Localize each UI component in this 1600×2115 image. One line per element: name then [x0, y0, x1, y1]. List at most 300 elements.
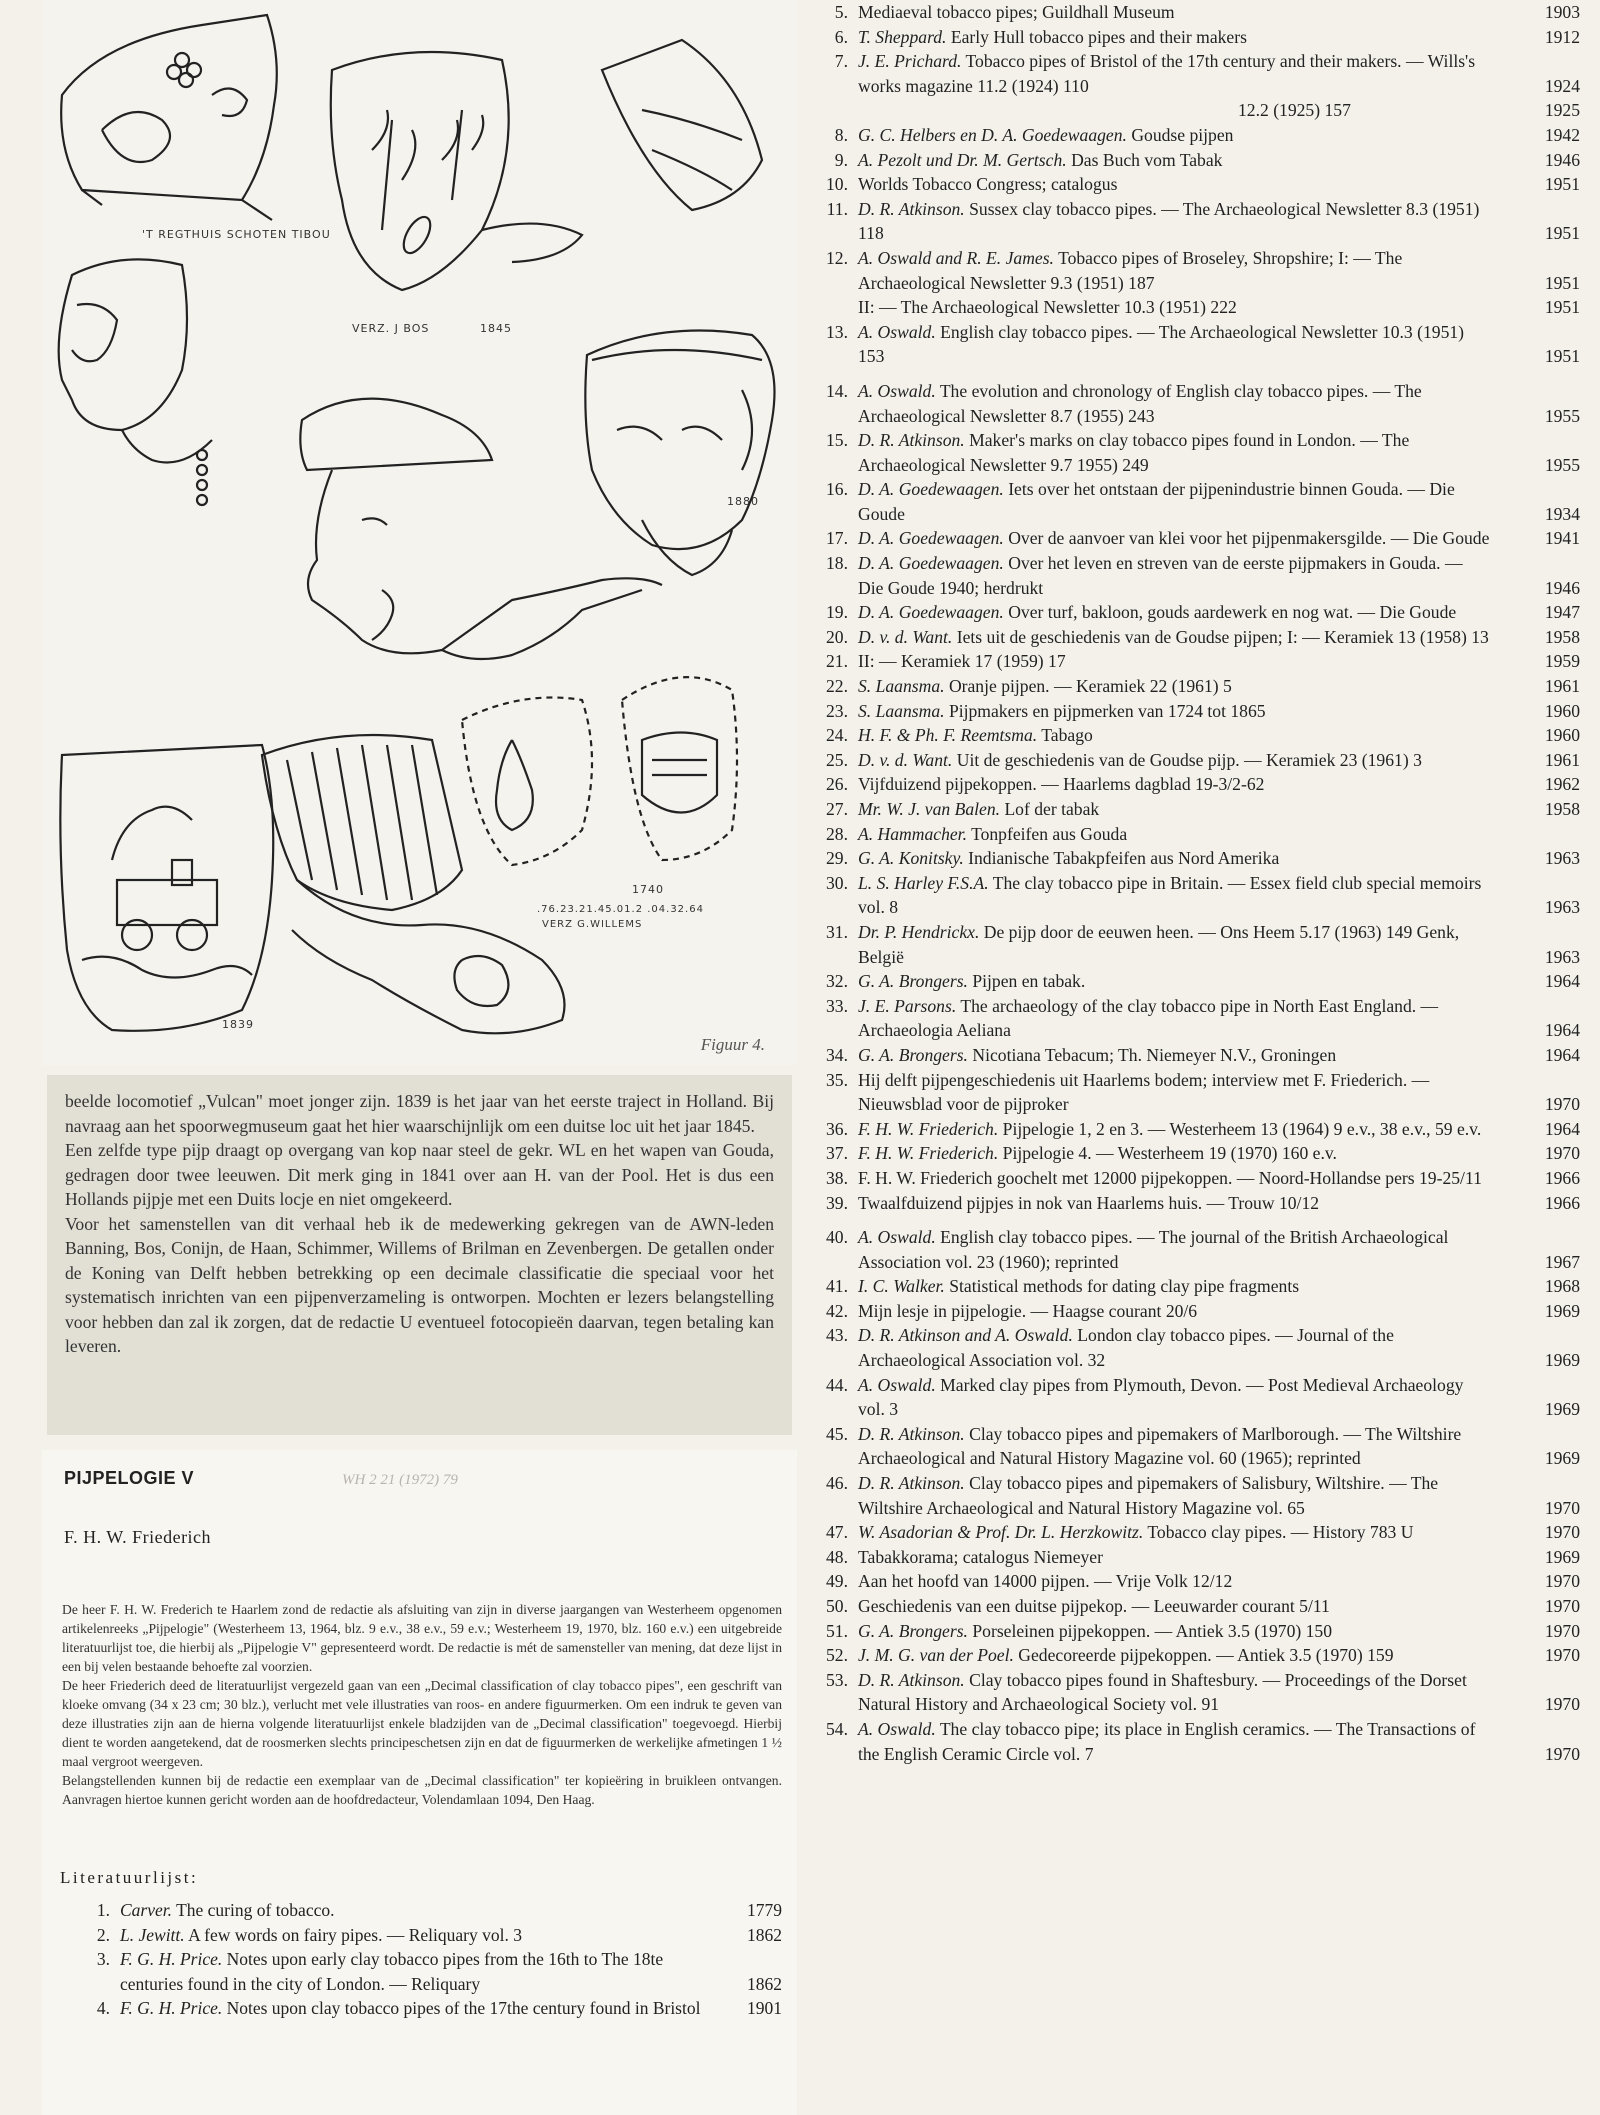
- entry-text: [858, 1520, 1490, 1545]
- intro-paragraph: Belangstellenden kunnen bij de redactie een exemplaar van de „Decimal classification" ter kopieëring in bruikleen ontvangen. Aanvragen hiertoe kunnen gericht worden aan de hoofdredacteur, Volendamlaan 1094, Den Haag.: [62, 1773, 782, 1807]
- article-intro: [62, 1600, 782, 1809]
- entry-number: 6.: [834, 26, 848, 47]
- entry-title: The evolution and chronology of English clay tobacco pipes. — The Archaeological Newsletter 8.7 (1955) 243: [858, 380, 1422, 426]
- entry-number: 32.: [826, 971, 848, 992]
- entry-year: 1967: [1544, 1251, 1580, 1272]
- literature-entry: [810, 148, 1580, 173]
- literature-entry: [810, 772, 1580, 797]
- entry-text: [858, 699, 1490, 724]
- entry-text: [858, 1166, 1490, 1191]
- entry-number: 12.: [826, 247, 848, 268]
- entry-number: 39.: [826, 1192, 848, 1213]
- intro-paragraph: De heer Friederich deed de literatuurlijst vergezeld gaan van een „Decimal classification of clay tobacco pipes", een geschrift van kloeke omvang (34 x 23 cm; 30 blz.), verlucht met vele illustraties van roos- en andere figuurmerken. Om een indruk te geven van deze illustraties zijn aan de hierna volgende literatuurlijst enkele bladzijden van de „Decimal classification" toegevoegd. Hierbij dient te worden aangetekend, dat de roosmerken slechts principeschetsen zijn en dat de figuurmerken de werkelijke afmetingen 1 ½ maal vergroot weergeven.: [62, 1678, 782, 1769]
- entry-text: [858, 320, 1490, 369]
- article-author: F. H. W. Friederich: [64, 1527, 212, 1547]
- entry-year: 1969: [1544, 1448, 1580, 1469]
- entry-number: 14.: [826, 380, 848, 401]
- entry-year: 1969: [1544, 1399, 1580, 1420]
- label-classification-code: .76.23.21.45.01.2 .04.32.64: [537, 904, 704, 915]
- entry-year: 1951: [1544, 223, 1580, 244]
- entry-author: D. A. Goedewaagen.: [858, 553, 1004, 574]
- literature-entry: [810, 871, 1580, 920]
- figure-4: [42, 0, 797, 1065]
- pipe-coat-of-arms: [462, 677, 737, 865]
- handwritten-reference: WH 2 21 (1972) 79: [342, 1472, 458, 1488]
- entry-title: Pijpelogie 1, 2 en 3. — Westerheem 13 (1964) 9 e.v., 38 e.v., 59 e.v.: [1002, 1118, 1482, 1139]
- entry-text: [858, 98, 1490, 123]
- entry-author: D. A. Goedewaagen.: [858, 479, 1004, 500]
- entry-title: Over de aanvoer van klei voor het pijpenmakersgilde. — Die Goude: [1008, 528, 1490, 549]
- literature-entry: [810, 551, 1580, 600]
- entry-title: Tobacco pipes of Bristol of the 17th century and their makers. — Wills's works magazine 11.2 (1924) 110: [858, 51, 1476, 96]
- entry-author: T. Sheppard.: [858, 26, 947, 47]
- entry-number: 34.: [826, 1044, 848, 1065]
- literature-entry: [810, 674, 1580, 699]
- entry-author: W. Asadorian & Prof. Dr. L. Herzkowitz.: [858, 1522, 1144, 1543]
- literature-entry: [810, 1141, 1580, 1166]
- entry-year: 1955: [1544, 454, 1580, 475]
- entry-title: London clay tobacco pipes. — Journal of the Archaeological Association vol. 32: [858, 1325, 1394, 1371]
- entry-author: Mr. W. J. van Balen.: [858, 799, 1001, 819]
- entry-title: Tabago: [1041, 725, 1093, 746]
- entry-text: [858, 1141, 1490, 1166]
- entry-text: [120, 1947, 702, 1996]
- entry-text: [858, 1422, 1490, 1471]
- entry-text: [858, 1191, 1490, 1216]
- entry-title: Clay tobacco pipes and pipemakers of Marlborough. — The Wiltshire Archaeological and Natural History Magazine vol. 60 (1965); reprinted: [858, 1423, 1462, 1469]
- entry-year: 1947: [1544, 602, 1580, 623]
- entry-text: [858, 920, 1490, 969]
- entry-author: Carver.: [120, 1900, 173, 1920]
- entry-text: [858, 600, 1490, 625]
- entry-year: 1924: [1544, 75, 1580, 96]
- entry-title: F. H. W. Friederich goochelt met 12000 pijpekoppen. — Noord-Hollandse pers 19-25/11: [858, 1167, 1482, 1188]
- entry-title: Aan het hoofd van 14000 pijpen. — Vrije Volk 12/12: [858, 1571, 1233, 1592]
- entry-text: [858, 1043, 1490, 1068]
- literature-entry: [810, 1619, 1580, 1644]
- literature-entry: [810, 1166, 1580, 1191]
- entry-number: 27.: [826, 799, 848, 819]
- entry-year: 1963: [1544, 848, 1580, 869]
- right-column: [810, 0, 1580, 1766]
- entry-number: 8.: [834, 124, 848, 145]
- entry-text: [858, 1717, 1490, 1766]
- pipe-floral: [331, 52, 582, 290]
- entry-number: 28.: [826, 823, 848, 844]
- entry-year: 1969: [1544, 1350, 1580, 1371]
- entry-text: [858, 246, 1490, 295]
- entry-text: [858, 148, 1490, 173]
- entry-text: [858, 477, 1490, 526]
- entry-author: J. E. Prichard.: [858, 51, 962, 72]
- entry-year: 1901: [747, 1998, 782, 2018]
- entry-text: [120, 1996, 702, 2021]
- literature-entry: [810, 1643, 1580, 1668]
- literature-entry: [810, 295, 1580, 320]
- pipe-man-hat: [300, 399, 662, 659]
- literature-entry: [810, 1545, 1580, 1570]
- literature-heading: Literatuurlijst:: [60, 1868, 199, 1887]
- entry-title: Sussex clay tobacco pipes. — The Archaeological Newsletter 8.3 (1951) 118: [858, 198, 1480, 244]
- literature-entry: [810, 649, 1580, 674]
- entry-text: [120, 1898, 702, 1923]
- entry-title: Over het leven en streven van de eerste pijpmakers in Gouda. — Die Goude 1940; herdrukt: [858, 553, 1463, 598]
- entry-title: Tobacco clay pipes. — History 783 U: [1147, 1522, 1414, 1543]
- entry-author: S. Laansma.: [858, 700, 945, 721]
- entry-author: J. M. G. van der Poel.: [858, 1645, 1014, 1666]
- entry-year: 1964: [1544, 1044, 1580, 1065]
- entry-title: Notes upon early clay tobacco pipes from the 16th to The 18te centuries found in the city of London. — Reliquary: [120, 1949, 664, 1994]
- entry-number: 9.: [834, 149, 848, 170]
- literature-entry: [810, 969, 1580, 994]
- entry-year: 1779: [747, 1900, 782, 1920]
- note-paragraph: Voor het samenstellen van dit verhaal heb ik de medewerking gekregen van de AWN-leden Banning, Bos, Conijn, de Haan, Schimmer, Willems of Brilman en Zevenbergen. De getallen onder de Koning van Delft hebben betrekking op een decimale classificatie die speciaal voor het systematisch inrichten van een pijpenverzameling is ontworpen. Mochten er lezers belangstelling voor hebben dan zal ik zorgen, dat de redactie U eventueel fotocopieën daarvan, tegen betaling kan leveren.: [65, 1213, 774, 1356]
- entry-text: [858, 723, 1490, 748]
- entry-author: S. Laansma.: [858, 676, 945, 697]
- note-text-block: [47, 1075, 792, 1435]
- entry-text: [858, 526, 1490, 551]
- entry-text: [858, 1274, 1490, 1299]
- entry-title: Das Buch vom Tabak: [1071, 149, 1223, 170]
- entry-text: [858, 1225, 1490, 1274]
- literature-entry: [810, 477, 1580, 526]
- entry-author: A. Oswald.: [858, 1227, 936, 1248]
- article-title: PIJPELOGIE V: [64, 1468, 195, 1488]
- entry-number: 54.: [826, 1718, 848, 1739]
- entry-title: Tabakkorama; catalogus Niemeyer: [858, 1546, 1103, 1567]
- entry-title: II: — The Archaeological Newsletter 10.3 (1951) 222: [858, 297, 1237, 318]
- entry-text: [858, 1299, 1490, 1324]
- entry-year: 1968: [1544, 1276, 1580, 1297]
- entry-number: 38.: [826, 1167, 848, 1188]
- literature-entry: [810, 1569, 1580, 1594]
- entry-title: Iets over het ontstaan der pijpenindustrie binnen Gouda. — Die Goude: [858, 479, 1455, 524]
- literature-entry: [62, 1947, 782, 1996]
- entry-number: 46.: [826, 1473, 848, 1494]
- entry-author: D. R. Atkinson.: [858, 198, 965, 219]
- entry-title: Worlds Tobacco Congress; catalogus: [858, 174, 1118, 195]
- entry-author: D. v. d. Want.: [858, 749, 953, 770]
- entry-author: A. Oswald.: [858, 380, 936, 401]
- entry-year: 1934: [1544, 503, 1580, 524]
- pipe-bowl-grapes: [61, 15, 277, 220]
- entry-year: 1955: [1544, 405, 1580, 426]
- literature-entry: [810, 723, 1580, 748]
- literature-entry: [810, 246, 1580, 295]
- entry-text: [858, 1569, 1490, 1594]
- literature-entry: [810, 123, 1580, 148]
- entry-text: [858, 197, 1490, 246]
- entry-number: 19.: [826, 602, 848, 623]
- entry-number: 23.: [826, 700, 848, 721]
- entry-year: 1966: [1544, 1167, 1580, 1188]
- literature-entry: [62, 1923, 782, 1948]
- entry-text: [858, 1643, 1490, 1668]
- literature-entry: [810, 1373, 1580, 1422]
- entry-title: Maker's marks on clay tobacco pipes found in London. — The Archaeological Newsletter 9.7 1955) 249: [858, 430, 1410, 475]
- entry-text: [858, 1117, 1490, 1142]
- literature-entry: [810, 748, 1580, 773]
- entry-number: 29.: [826, 848, 848, 869]
- entry-number: 33.: [826, 995, 848, 1016]
- entry-year: 1951: [1544, 272, 1580, 293]
- entry-year: 1903: [1544, 2, 1580, 22]
- entry-text: [120, 1923, 702, 1948]
- entry-year: 1941: [1544, 528, 1580, 549]
- label-verz-willems: VERZ G.WILLEMS: [542, 919, 643, 930]
- entry-author: L. Jewitt.: [120, 1924, 185, 1945]
- entry-year: 1969: [1544, 1300, 1580, 1321]
- entry-title: Tobacco pipes of Broseley, Shropshire; I: — The Archaeological Newsletter 9.3 (1951) 187: [858, 247, 1403, 293]
- entry-author: Dr. P. Hendrickx.: [858, 921, 980, 942]
- literature-entry: [810, 1668, 1580, 1717]
- entry-year: 1942: [1544, 124, 1580, 145]
- literature-entry: [810, 1191, 1580, 1216]
- entry-title: Tonpfeifen aus Gouda: [971, 823, 1128, 844]
- entry-year: 1964: [1544, 1118, 1580, 1139]
- entry-number: 18.: [826, 553, 848, 574]
- entry-author: G. A. Brongers.: [858, 971, 968, 992]
- entry-title: Twaalfduizend pijpjes in nok van Haarlems huis. — Trouw 10/12: [858, 1192, 1320, 1213]
- entry-year: 1964: [1544, 971, 1580, 992]
- entry-number: 36.: [826, 1118, 848, 1139]
- entry-number: 13.: [826, 321, 848, 342]
- entry-title: De pijp door de eeuwen heen. — Ons Heem 5.17 (1963) 149 Genk, België: [858, 921, 1460, 967]
- entry-text: [858, 428, 1490, 477]
- entry-title: Pijpmakers en pijpmerken van 1724 tot 1865: [948, 700, 1266, 721]
- entry-title: Hij delft pijpengeschiedenis uit Haarlems bodem; interview met F. Friederich. — Nieuwsblad voor de pijproker: [858, 1069, 1430, 1115]
- entry-year: 1946: [1544, 149, 1580, 170]
- entry-text: [858, 1619, 1490, 1644]
- literature-entry: [810, 1043, 1580, 1068]
- entry-number: 3.: [96, 1949, 110, 1969]
- entry-number: 11.: [826, 198, 848, 219]
- entry-number: 42.: [826, 1300, 848, 1321]
- entry-number: 30.: [826, 872, 848, 893]
- entry-year: 1961: [1544, 676, 1580, 697]
- entry-year: 1970: [1544, 1522, 1580, 1543]
- entry-number: [810, 98, 858, 123]
- entry-title: Indianische Tabakpfeifen aus Nord Amerika: [968, 848, 1280, 869]
- entry-title: Oranje pijpen. — Keramiek 22 (1961) 5: [948, 676, 1232, 697]
- literature-entry: [810, 1299, 1580, 1324]
- entry-year: 1862: [747, 1973, 782, 1994]
- pipe-turban-man: [585, 331, 774, 576]
- entry-title: The clay tobacco pipe in Britain. — Essex field club special memoirs vol. 8: [858, 872, 1482, 918]
- entry-title: English clay tobacco pipes. — The journal of the British Archaeological Association vol. 23 (1960); reprinted: [858, 1227, 1449, 1272]
- entry-title: Goudse pijpen: [1131, 124, 1234, 145]
- entry-year: 1960: [1544, 725, 1580, 746]
- label-verz-bos: VERZ. J BOS: [352, 322, 430, 335]
- entry-number: 15.: [826, 430, 848, 451]
- entry-text: [858, 295, 1490, 320]
- entry-year: 1970: [1544, 1497, 1580, 1518]
- entry-author: A. Oswald.: [858, 1374, 936, 1395]
- note-paragraph: beelde locomotief „Vulcan" moet jonger zijn. 1839 is het jaar van het eerste traject in Holland. Bij navraag aan het spoorwegmuseum gaat het hier waarschijnlijk om een duitse loc uit het jaar 1845.: [65, 1091, 774, 1136]
- entry-title: Mediaeval tobacco pipes; Guildhall Museum: [858, 2, 1175, 22]
- entry-text: [858, 123, 1490, 148]
- entry-text: [858, 1668, 1490, 1717]
- literature-entry: [810, 846, 1580, 871]
- literature-entry: [810, 379, 1580, 428]
- entry-year: 1963: [1544, 897, 1580, 918]
- entry-number: 49.: [826, 1571, 848, 1592]
- pipe-woman-head: [59, 259, 212, 505]
- entry-number: 26.: [826, 774, 848, 795]
- literature-entry: [810, 1520, 1580, 1545]
- entry-author: F. G. H. Price.: [120, 1949, 223, 1969]
- entry-title: Statistical methods for dating clay pipe fragments: [949, 1276, 1300, 1297]
- entry-text: [858, 846, 1490, 871]
- entry-year: 1959: [1544, 651, 1580, 672]
- entry-title: Geschiedenis van een duitse pijpekop. — Leeuwarder courant 5/11: [858, 1596, 1330, 1616]
- entry-number: 53.: [826, 1669, 848, 1690]
- entry-author: D. R. Atkinson.: [858, 1423, 965, 1444]
- literature-entry: [62, 1996, 782, 2021]
- entry-number: 31.: [826, 921, 848, 942]
- literature-entry: [810, 1594, 1580, 1619]
- entry-year: 1970: [1544, 1743, 1580, 1764]
- entry-number: 4.: [96, 1998, 110, 2018]
- entry-text: [858, 748, 1490, 773]
- entry-number: 44.: [826, 1374, 848, 1395]
- literature-entry: [810, 1117, 1580, 1142]
- literature-entry: [810, 197, 1580, 246]
- entry-year: 1970: [1544, 1694, 1580, 1715]
- entry-number: [810, 295, 858, 320]
- entry-author: A. Pezolt und Dr. M. Gertsch.: [858, 149, 1067, 170]
- entry-text: [858, 1545, 1490, 1570]
- entry-title: Iets uit de geschiedenis van de Goudse pijpen; I: — Keramiek 13 (1958) 13: [956, 626, 1489, 647]
- entry-text: [858, 674, 1490, 699]
- entry-text: [858, 1471, 1490, 1520]
- entry-number: 48.: [826, 1546, 848, 1567]
- intro-paragraph: De heer F. H. W. Frederich te Haarlem zond de redactie als afsluiting van zijn in diverse jaargangen van Westerheem opgenomen artikelenreeks „Pijpelogie" (Westerheem 13, 1964, blz. 9 e.v., 38 e.v., 59 e.v.; Westerheem 19, 1970, blz. 160 e.v.) een uitgebreide literatuurlijst toe, die hierbij als „Pijpelogie V" gepresenteerd wordt. De redactie is mét de samensteller van mening, dat deze lijst in een bij velen bestaande behoefte zal voorzien.: [62, 1602, 782, 1674]
- article-pijpelogie: [42, 1450, 797, 2115]
- entry-text: [858, 1594, 1490, 1619]
- entry-author: A. Hammacher.: [858, 823, 967, 844]
- literature-entry: [810, 1717, 1580, 1766]
- literature-entry: [810, 0, 1580, 25]
- entry-title: Over turf, bakloon, gouds aardewerk en nog wat. — Die Goude: [1008, 602, 1457, 623]
- entry-author: D. v. d. Want.: [858, 626, 953, 647]
- entry-author: G. C. Helbers en D. A. Goedewaagen.: [858, 124, 1127, 145]
- entry-year: 1912: [1544, 26, 1580, 47]
- entry-number: 47.: [826, 1522, 848, 1543]
- literature-entry: [810, 1274, 1580, 1299]
- entry-year: 1958: [1544, 626, 1580, 647]
- literature-list-left: [62, 1898, 782, 2021]
- entry-year: 1961: [1544, 749, 1580, 770]
- figure-caption: Figuur 4.: [700, 1035, 765, 1054]
- entry-number: 17.: [826, 528, 848, 549]
- entry-text: [858, 172, 1490, 197]
- entry-year: 1963: [1544, 946, 1580, 967]
- literature-entry: [810, 172, 1580, 197]
- entry-number: 20.: [826, 626, 848, 647]
- entry-text: [858, 551, 1490, 600]
- literature-entry: [810, 1422, 1580, 1471]
- label-year-1880: 1880: [727, 495, 759, 508]
- pipe-striped: [262, 735, 565, 1033]
- entry-author: L. S. Harley F.S.A.: [858, 872, 989, 893]
- left-column: [42, 0, 797, 2115]
- entry-year: 1970: [1544, 1596, 1580, 1616]
- label-year-1839: 1839: [222, 1018, 254, 1031]
- entry-number: 2.: [96, 1924, 110, 1945]
- literature-entry: [810, 1068, 1580, 1117]
- entry-number: 5.: [834, 2, 848, 22]
- literature-entry: [810, 320, 1580, 369]
- pipe-locomotive: [60, 745, 273, 1031]
- entry-text: [858, 772, 1490, 797]
- entry-title: Mijn lesje in pijpelogie. — Haagse courant 20/6: [858, 1300, 1198, 1321]
- entry-author: A. Oswald and R. E. James.: [858, 247, 1054, 268]
- literature-entry: [810, 428, 1580, 477]
- entry-title: II: — Keramiek 17 (1959) 17: [858, 651, 1066, 672]
- entry-year: 1862: [747, 1924, 782, 1945]
- entry-year: 1925: [1544, 100, 1580, 121]
- entry-text: [858, 1323, 1490, 1372]
- entry-year: 1970: [1544, 1571, 1580, 1592]
- entry-year: 1970: [1544, 1645, 1580, 1666]
- entry-number: 52.: [826, 1645, 848, 1666]
- entry-author: A. Oswald.: [858, 321, 936, 342]
- entry-number: 7.: [834, 51, 848, 72]
- literature-entry: [62, 1898, 782, 1923]
- entry-year: 1958: [1544, 799, 1580, 819]
- note-paragraph: Een zelfde type pijp draagt op overgang van kop naar steel de gekr. WL en het wapen van Gouda, gedragen door twee leeuwen. Dit merk ging in 1841 over aan H. van der Pool. Het is dus een Hollands pijpje met een Duits locje en niet omgekeerd.: [65, 1140, 774, 1209]
- literature-entry: [810, 797, 1580, 822]
- literature-entry: [810, 600, 1580, 625]
- entry-year: 1964: [1544, 1020, 1580, 1041]
- entry-text: [858, 1068, 1490, 1117]
- entry-title: Marked clay pipes from Plymouth, Devon. — Post Medieval Archaeology vol. 3: [858, 1374, 1464, 1420]
- entry-year: 1960: [1544, 700, 1580, 721]
- literature-entry: [810, 1471, 1580, 1520]
- entry-author: D. A. Goedewaagen.: [858, 528, 1004, 549]
- entry-number: 35.: [826, 1069, 848, 1090]
- entry-text: [858, 25, 1490, 50]
- entry-number: 41.: [826, 1276, 848, 1297]
- label-year-1845: 1845: [480, 322, 512, 335]
- entry-number: 45.: [826, 1423, 848, 1444]
- entry-year: 1951: [1544, 174, 1580, 195]
- entry-title: Clay tobacco pipes and pipemakers of Salisbury, Wiltshire. — The Wiltshire Archaeological and Natural History Magazine vol. 65: [858, 1473, 1439, 1518]
- entry-number: 10.: [826, 174, 848, 195]
- entry-author: H. F. & Ph. F. Reemtsma.: [858, 725, 1038, 746]
- entry-author: J. E. Parsons.: [858, 995, 957, 1016]
- entry-text: [858, 625, 1490, 650]
- entry-author: D. R. Atkinson.: [858, 1473, 965, 1494]
- entry-text: [858, 649, 1490, 674]
- entry-number: 1.: [96, 1900, 110, 1920]
- literature-entry: [810, 699, 1580, 724]
- entry-title: Vijfduizend pijpekoppen. — Haarlems dagblad 19-3/2-62: [858, 774, 1265, 795]
- entry-title: A few words on fairy pipes. — Reliquary vol. 3: [188, 1924, 522, 1945]
- entry-year: 1969: [1544, 1546, 1580, 1567]
- entry-number: 50.: [826, 1596, 848, 1616]
- entry-number: 22.: [826, 676, 848, 697]
- entry-author: G. A. Konitsky.: [858, 848, 964, 869]
- entry-author: I. C. Walker.: [858, 1276, 945, 1297]
- entry-title: Uit de geschiedenis van de Goudse pijp. — Keramiek 23 (1961) 3: [956, 749, 1422, 770]
- entry-title: Pijpen en tabak.: [972, 971, 1086, 992]
- label-schoten: 'T REGTHUIS SCHOTEN TIBOU: [142, 228, 331, 241]
- pipe-dotted: [602, 40, 762, 210]
- entry-text: [858, 797, 1490, 822]
- entry-number: 51.: [826, 1620, 848, 1641]
